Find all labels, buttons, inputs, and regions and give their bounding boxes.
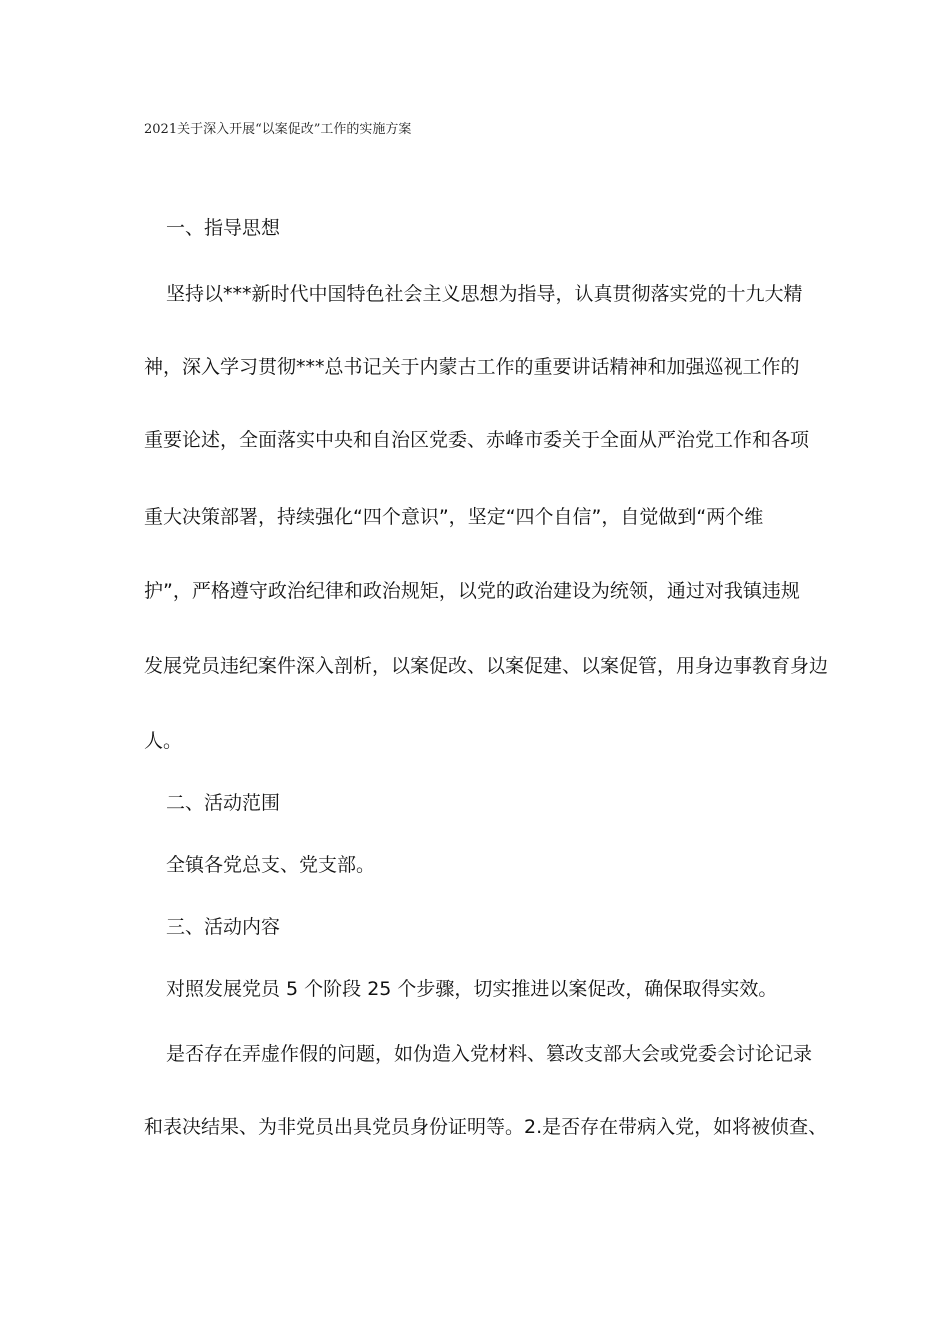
paragraph-line: 坚持以***新时代中国特色社会主义思想为指导，认真贯彻落实党的十九大精 [166, 283, 803, 305]
paragraph-line: 重大决策部署，持续强化“四个意识”，坚定“四个自信”，自觉做到“两个维 [144, 506, 764, 528]
paragraph-line: 是否存在弄虚作假的问题，如伪造入党材料、篡改支部大会或党委会讨论记录 [166, 1043, 813, 1065]
paragraph-line: 发展党员违纪案件深入剖析，以案促改、以案促建、以案促管，用身边事教育身边 [144, 655, 829, 677]
document-title: 2021关于深入开展“以案促改”工作的实施方案 [144, 122, 412, 137]
paragraph-line: 对照发展党员 5 个阶段 25 个步骤，切实推进以案促改，确保取得实效。 [166, 978, 778, 1000]
paragraph-line: 和表决结果、为非党员出具党员身份证明等。2.是否存在带病入党，如将被侦查、 [144, 1116, 828, 1138]
paragraph-line: 神，深入学习贯彻***总书记关于内蒙古工作的重要讲话精神和加强巡视工作的 [144, 356, 800, 378]
paragraph-line: 重要论述，全面落实中央和自治区党委、赤峰市委关于全面从严治党工作和各项 [144, 429, 810, 451]
paragraph-line: 护”，严格遵守政治纪律和政治规矩，以党的政治建设为统领，通过对我镇违规 [144, 580, 800, 602]
heading-guiding-ideology: 一、指导思想 [166, 217, 281, 239]
paragraph-line: 人。 [144, 730, 183, 752]
heading-activity-scope: 二、活动范围 [166, 792, 281, 814]
heading-activity-content: 三、活动内容 [166, 916, 281, 938]
paragraph-line: 全镇各党总支、党支部。 [166, 854, 376, 876]
